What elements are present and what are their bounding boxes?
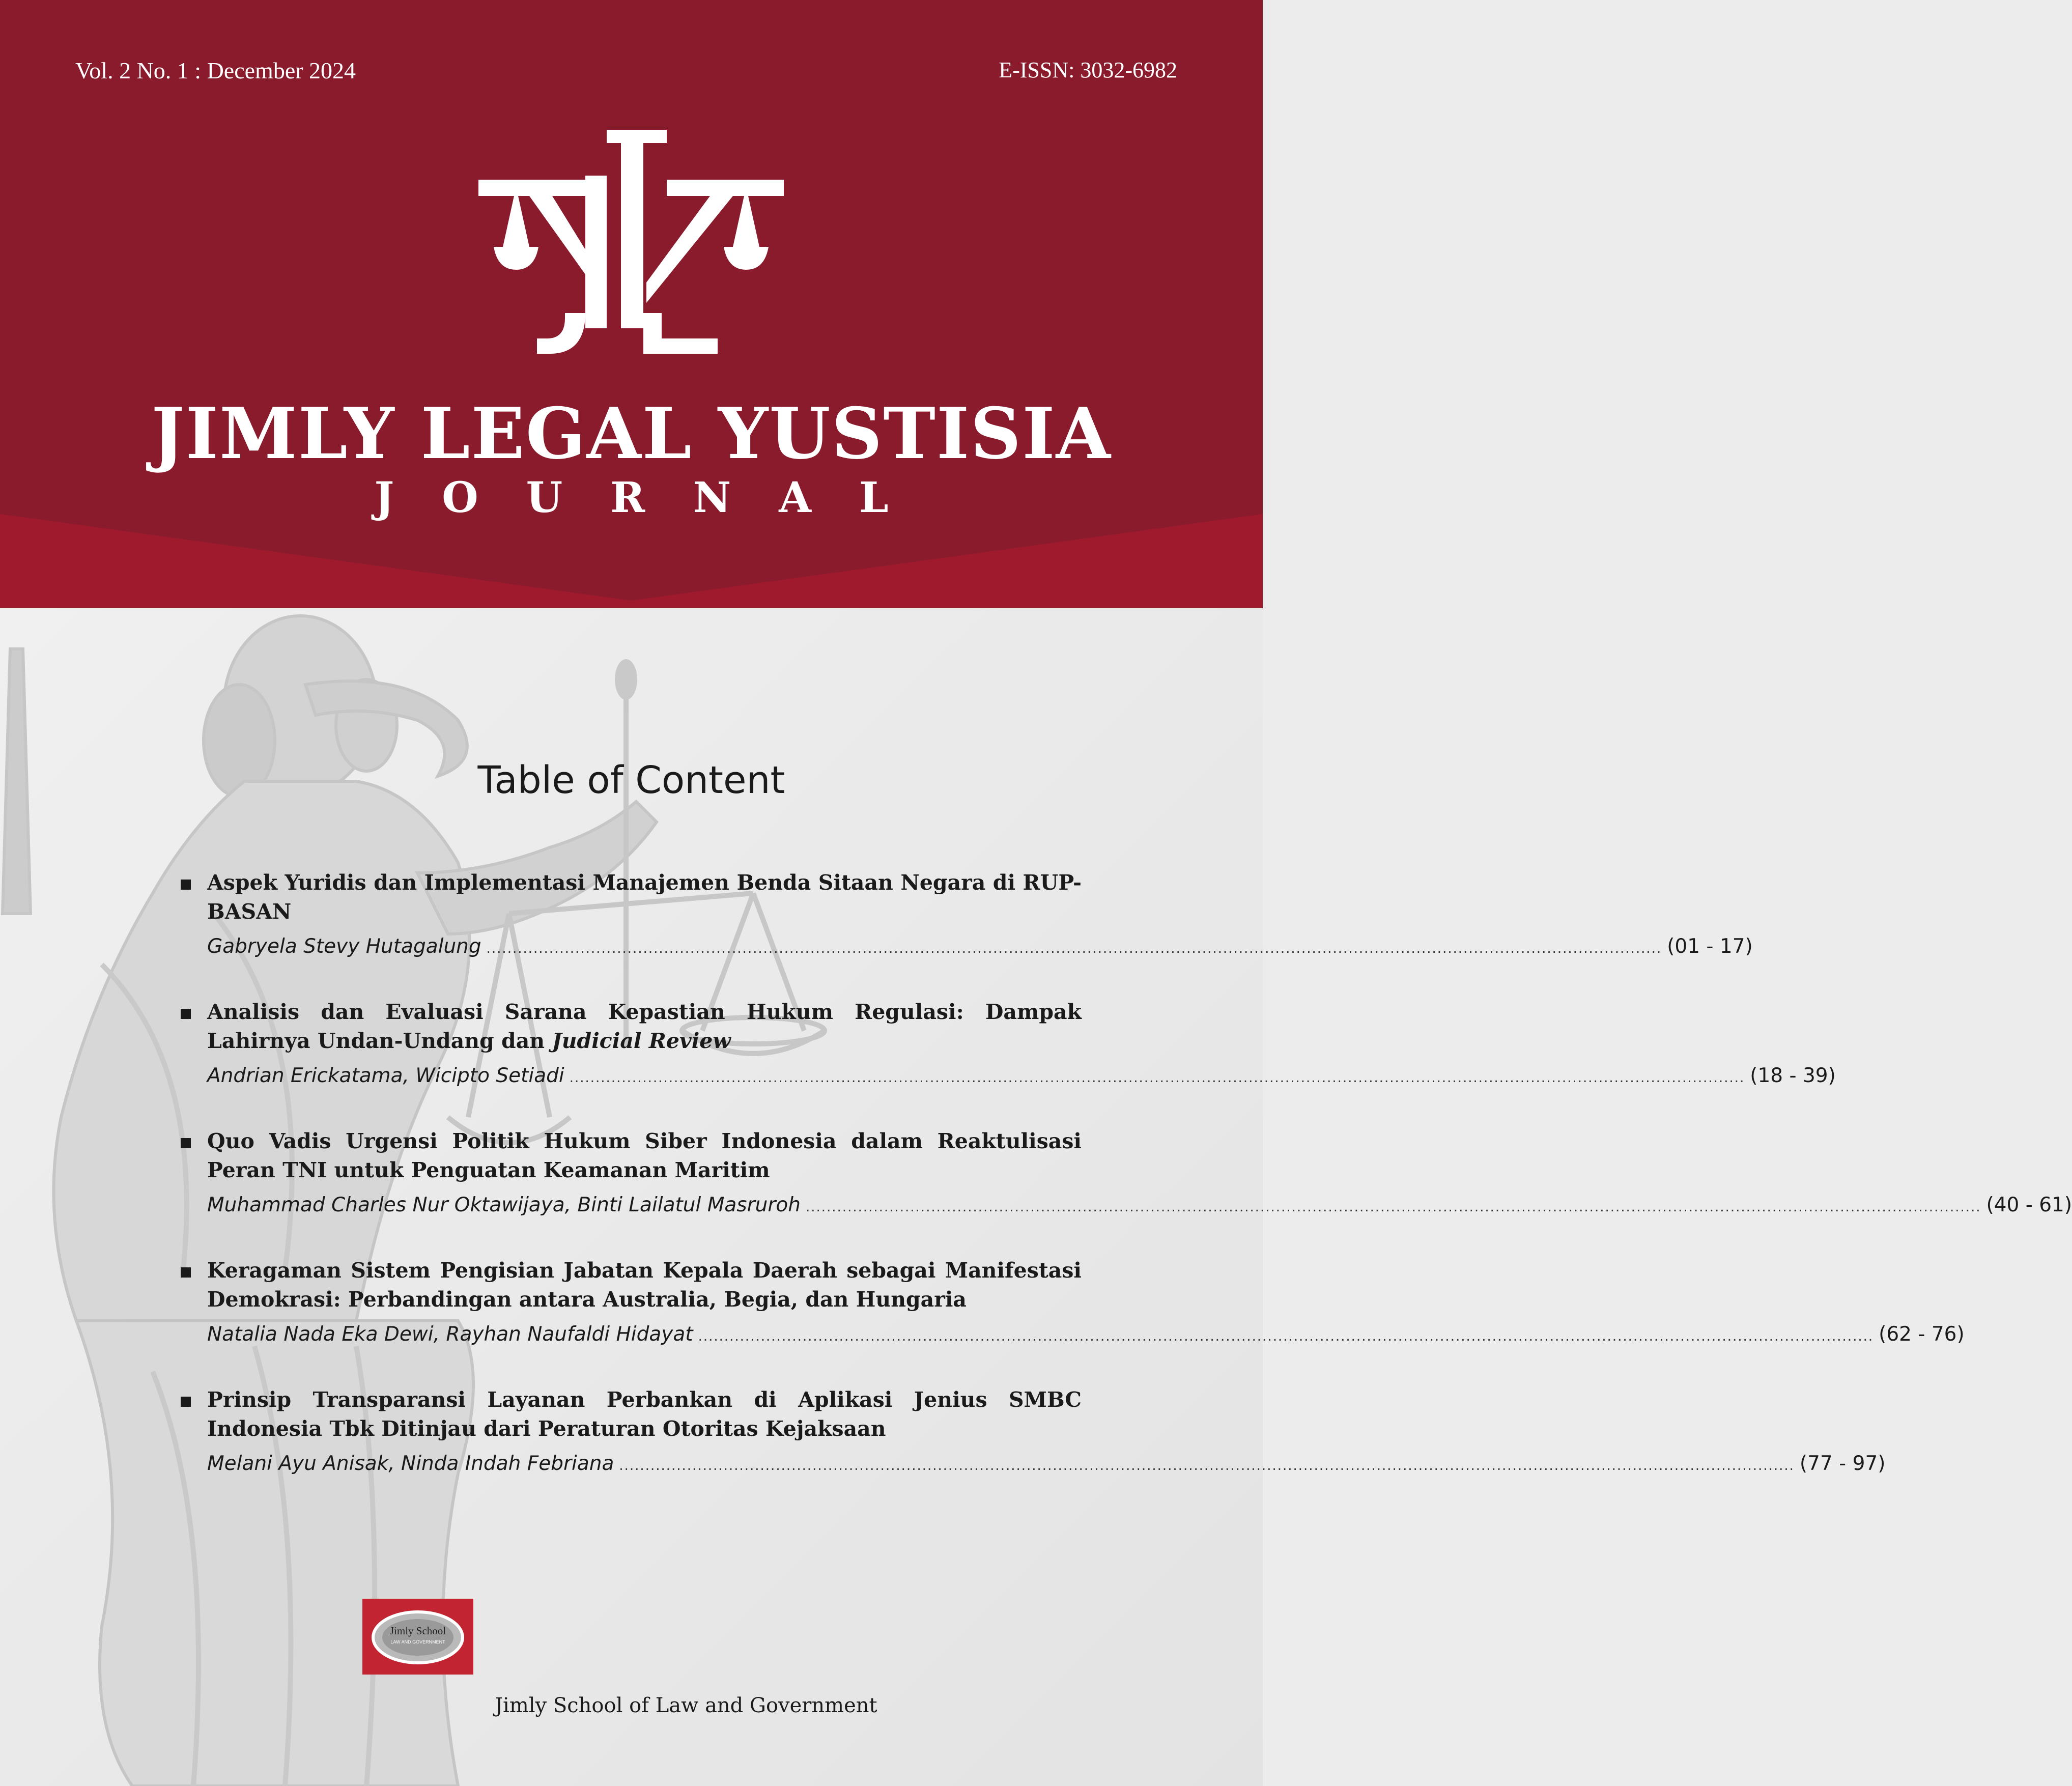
page-range: (18 - 39) bbox=[1750, 1064, 1836, 1087]
institution-logo bbox=[362, 1599, 473, 1675]
square-bullet-icon bbox=[181, 1138, 191, 1148]
toc-item[interactable] bbox=[181, 998, 1836, 1092]
article-authors: Natalia Nada Eka Dewi, Rayhan Naufaldi Hidayat bbox=[207, 1323, 693, 1346]
toc-item[interactable] bbox=[181, 1385, 1886, 1480]
square-bullet-icon bbox=[181, 1267, 191, 1278]
author-line bbox=[207, 1450, 1886, 1480]
author-line bbox=[207, 1191, 2072, 1222]
page-range: (62 - 76) bbox=[1879, 1323, 1965, 1346]
author-line bbox=[207, 1062, 1836, 1092]
article-title: Keragaman Sistem Pengisian Jabatan Kepala Daerah sebagai Manifestasi Demokrasi: Perbandingan antara Australia, Begia, dan Hungaria bbox=[207, 1258, 1082, 1312]
article-title: Aspek Yuridis dan Implementasi Manajemen Benda Sitaan Negara di RUP-BASAN bbox=[207, 870, 1082, 924]
toc-title: Table of Content bbox=[477, 758, 785, 802]
article-authors: Gabryela Stevy Hutagalung bbox=[207, 935, 481, 958]
article-title: Prinsip Transparansi Layanan Perbankan di Aplikasi Jenius SMBC Indonesia Tbk Ditinjau dari Peraturan Otoritas Kejaksaan bbox=[207, 1387, 1082, 1441]
table-of-content bbox=[181, 868, 2072, 1515]
institution-logo-text: Jimly School LAW AND GOVERNMENT bbox=[389, 1625, 446, 1645]
toc-item[interactable] bbox=[181, 1256, 1965, 1351]
author-line bbox=[207, 1320, 1965, 1351]
volume-issue: Vol. 2 No. 1 : December 2024 bbox=[75, 58, 356, 83]
journal-title: JIMLY LEGAL YUSTISIA bbox=[151, 392, 1112, 475]
scales-of-justice-logo-icon bbox=[478, 130, 784, 379]
article-title: Analisis dan Evaluasi Sarana Kepastian Hukum Regulasi: Dampak Lahirnya Undan-Undang dan Judicial Review bbox=[207, 1000, 1082, 1053]
article-authors: Muhammad Charles Nur Oktawijaya, Binti Lailatul Masruroh bbox=[207, 1194, 801, 1216]
institution-name: Jimly School of Law and Government bbox=[495, 1694, 877, 1717]
article-authors: Melani Ayu Anisak, Ninda Indah Febriana bbox=[207, 1452, 614, 1475]
leader-dots: ................................................................................................................................................................................................................................. bbox=[805, 1200, 1981, 1215]
square-bullet-icon bbox=[181, 1397, 191, 1407]
issn: E-ISSN: 3032-6982 bbox=[999, 58, 1177, 82]
leader-dots: ................................................................................................................................................................................................................................. bbox=[619, 1458, 1795, 1473]
square-bullet-icon bbox=[181, 1009, 191, 1019]
journal-subtitle: JOURNAL bbox=[374, 473, 936, 522]
leader-dots: ................................................................................................................................................................................................................................. bbox=[569, 1070, 1745, 1086]
leader-dots: ................................................................................................................................................................................................................................. bbox=[486, 941, 1662, 956]
article-title: Quo Vadis Urgensi Politik Hukum Siber Indonesia dalam Reaktulisasi Peran TNI untuk Penguatan Keamanan Maritim bbox=[207, 1129, 1082, 1182]
toc-item[interactable] bbox=[181, 868, 1753, 963]
page-range: (77 - 97) bbox=[1799, 1452, 1886, 1475]
toc-item[interactable] bbox=[181, 1127, 2072, 1222]
page-range: (40 - 61) bbox=[1986, 1194, 2072, 1216]
leader-dots: ................................................................................................................................................................................................................................. bbox=[698, 1329, 1874, 1344]
page-range: (01 - 17) bbox=[1667, 935, 1753, 958]
article-authors: Andrian Erickatama, Wicipto Setiadi bbox=[207, 1064, 564, 1087]
author-line bbox=[207, 932, 1753, 963]
square-bullet-icon bbox=[181, 880, 191, 890]
header-band bbox=[0, 0, 1263, 608]
